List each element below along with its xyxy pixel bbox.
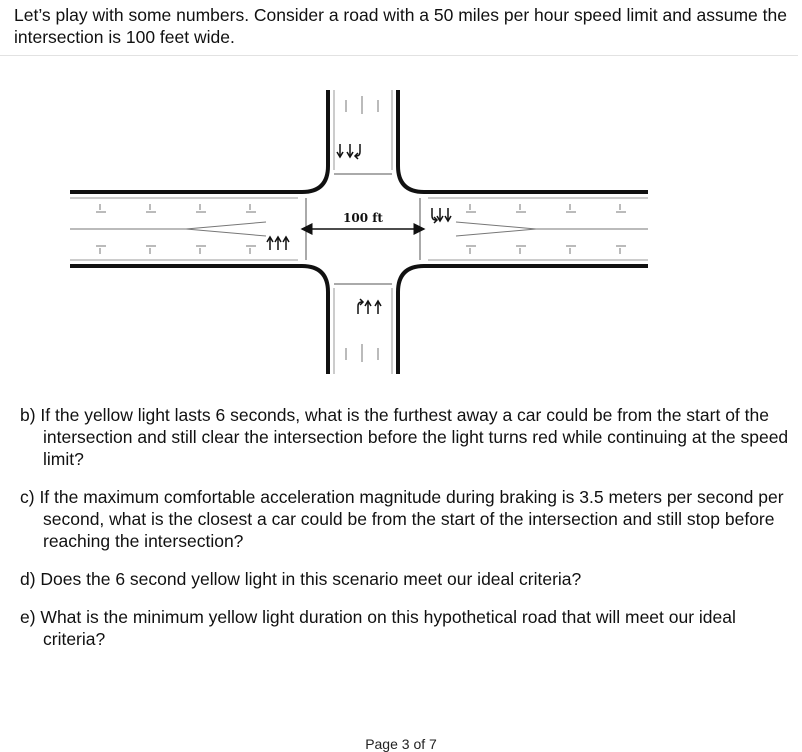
- curb-bottom-right: [398, 266, 648, 374]
- road-curbs: [70, 90, 648, 374]
- page-number: Page 3 of 7: [365, 736, 437, 752]
- question-b: b) If the yellow light lasts 6 seconds, what is the furthest away a car could be from the start of the intersection and still clear the intersection before the light turns red while continuing at the speed limit?: [20, 405, 789, 469]
- question-list: [20, 404, 790, 650]
- section-divider: [0, 55, 798, 56]
- curb-top-right: [398, 90, 648, 192]
- question-e: e) What is the minimum yellow light duration on this hypothetical road that will meet our ideal criteria?: [20, 607, 736, 649]
- intersection-diagram: [66, 86, 652, 378]
- intro-paragraph: Let’s play with some numbers. Consider a road with a 50 miles per hour speed limit and assume the intersection is 100 feet wide.: [14, 5, 787, 47]
- question-c: c) If the maximum comfortable acceleration magnitude during braking is 3.5 meters per second per second, what is the closest a car could be from the start of the intersection and still stop before reaching the intersection?: [20, 487, 784, 551]
- curb-bottom-left: [70, 266, 328, 374]
- question-d: d) Does the 6 second yellow light in this scenario meet our ideal criteria?: [20, 569, 582, 589]
- curb-top-left: [70, 90, 328, 192]
- width-dimension-label: 100 ft: [343, 211, 383, 225]
